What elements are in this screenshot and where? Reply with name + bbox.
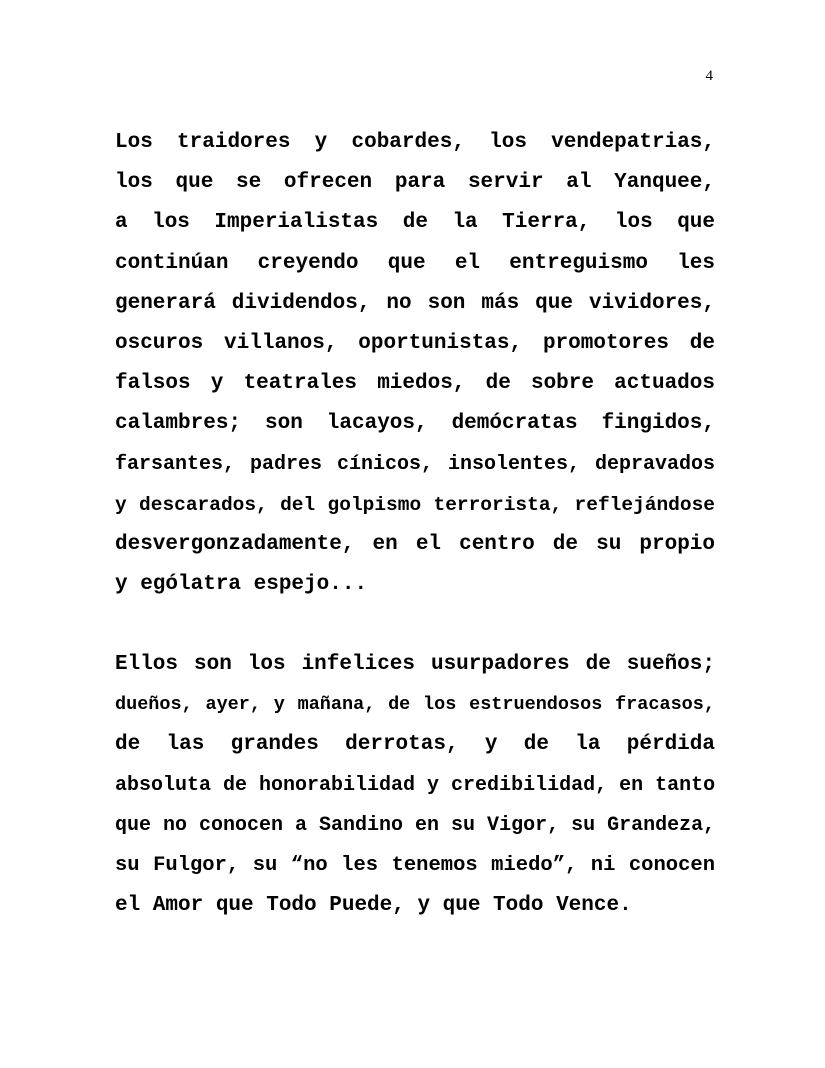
text-line: desvergonzadamente, en el centro de su propio [115, 533, 715, 557]
page-number: 4 [705, 68, 713, 84]
text-line: Ellos son los infelices usurpadores de sueños; [115, 653, 715, 676]
text-line: calambres; son lacayos, demócratas fingidos, [115, 412, 715, 436]
text-line: Los traidores y cobardes, los vendepatrias, [115, 131, 715, 154]
text-line: farsantes, padres cínicos, insolentes, depravados [115, 452, 715, 476]
paragraph-2 [115, 645, 715, 926]
text-line: que no conocen a Sandino en su Vigor, su Grandeza, [115, 813, 716, 837]
text-line: generará dividendos, no son más que vividores, [115, 291, 715, 315]
text-line: y ególatra espejo... [115, 573, 368, 597]
text-line: su Fulgor, su “no les tenemos miedo”, ni conocen [115, 854, 715, 878]
text-line: oscuros villanos, oportunistas, promotores de [115, 332, 715, 356]
text-line: el Amor que Todo Puede, y que Todo Vence. [115, 894, 632, 918]
text-line: falsos y teatrales miedos, de sobre actuados [115, 372, 715, 396]
text-line: absoluta de honorabilidad y credibilidad, en tanto [115, 773, 716, 797]
paragraph-1 [115, 123, 715, 605]
text-line: de las grandes derrotas, y de la pérdida [115, 733, 715, 757]
text-line: a los Imperialistas de la Tierra, los que [115, 211, 715, 235]
text-line: los que se ofrecen para servir al Yanquee, [115, 171, 715, 195]
text-line: continúan creyendo que el entreguismo les [115, 251, 715, 275]
text-line: y descarados, del golpismo terrorista, reflejándose [115, 493, 715, 516]
text-line: dueños, ayer, y mañana, de los estruendosos fracasos, [115, 694, 715, 716]
